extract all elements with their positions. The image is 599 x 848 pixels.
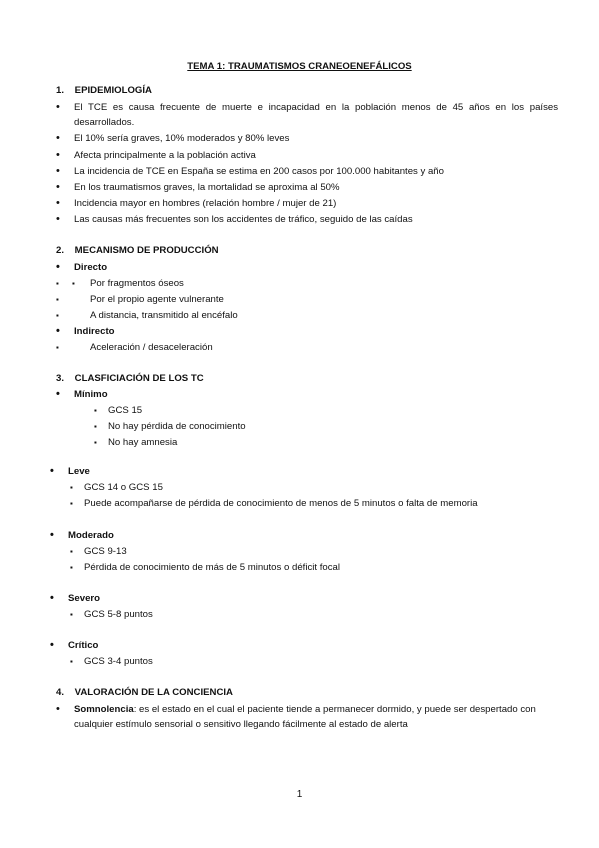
subheading-leve: • Leve: [68, 465, 90, 478]
list-item: • Afecta principalmente a la población activa: [74, 149, 256, 162]
section-title: CLASFICIACIÓN DE LOS TC: [74, 373, 204, 384]
list-item: • Las causas más frecuentes son los accidentes de tráfico, seguido de las caídas: [74, 213, 413, 226]
list-item: • Incidencia mayor en hombres (relación hombre / mujer de 21): [74, 197, 336, 210]
section-number: 4.: [56, 687, 65, 698]
list-item: • El TCE es causa frecuente de muerte e incapacidad en la población menos de 45 años en los países desarrollados.: [74, 100, 558, 130]
list-item: • El 10% sería graves, 10% moderados y 80% leves: [74, 132, 289, 145]
list-item: ▪ GCS 9-13: [84, 545, 127, 558]
list-item: • En los traumatismos graves, la mortalidad se aproxima al 50%: [74, 181, 340, 194]
list-item: ▪ GCS 5-8 puntos: [84, 608, 153, 621]
term-somnolencia: Somnolencia: [74, 704, 134, 715]
list-item: ▪ No hay amnesia: [108, 436, 177, 449]
page-number: 1: [296, 789, 303, 800]
list-item: ▪ ▪ Por fragmentos óseos: [90, 277, 184, 290]
list-item: ▪ A distancia, transmitido al encéfalo: [56, 310, 238, 321]
list-item: ▪ GCS 15: [108, 404, 142, 417]
section-heading-mecanismo: [56, 244, 219, 257]
section-title: EPIDEMIOLOGÍA: [74, 85, 152, 96]
list-item-somnolencia: [74, 702, 560, 732]
subheading-severo: • Severo: [68, 592, 100, 605]
list-item: ▪ GCS 14 o GCS 15: [84, 481, 163, 494]
section-number: 2.: [56, 245, 65, 256]
list-item: ▪ Pérdida de conocimiento de más de 5 minutos o déficit focal: [84, 561, 340, 574]
section-heading-conciencia: [56, 686, 233, 699]
list-item: ▪ Puede acompañarse de pérdida de conocimiento de menos de 5 minutos o falta de memoria: [84, 497, 478, 510]
section-number: 1.: [56, 85, 65, 96]
section-number: 3.: [56, 373, 65, 384]
section-title: MECANISMO DE PRODUCCIÓN: [74, 245, 219, 256]
subheading-indirecto: • Indirecto: [74, 325, 115, 338]
subheading-minimo: • Mínimo: [74, 388, 108, 401]
list-item: • La incidencia de TCE en España se estima en 200 casos por 100.000 habitantes y año: [74, 165, 444, 178]
section-title: VALORACIÓN DE LA CONCIENCIA: [74, 687, 233, 698]
list-item: ▪ Por el propio agente vulnerante: [56, 294, 224, 305]
list-item: ▪ No hay pérdida de conocimiento: [108, 420, 246, 433]
definition-text: : es el estado en el cual el paciente tiende a permanecer dormido, y puede ser despertado con cualquier estímulo sensorial o sensitivo llegando fácilmente al estado de alerta: [74, 704, 536, 730]
list-item: ▪ Aceleración / desaceleración: [56, 342, 213, 353]
subheading-directo: • Directo: [74, 261, 107, 274]
section-heading-clasificacion: [56, 372, 204, 385]
subheading-moderado: • Moderado: [68, 529, 114, 542]
list-item: ▪ GCS 3-4 puntos: [84, 655, 153, 668]
section-heading-epidemiologia: [56, 84, 152, 97]
document-title: TEMA 1: TRAUMATISMOS CRANEOENEFÁLICOS: [187, 61, 412, 72]
subheading-critico: • Crítico: [68, 639, 98, 652]
